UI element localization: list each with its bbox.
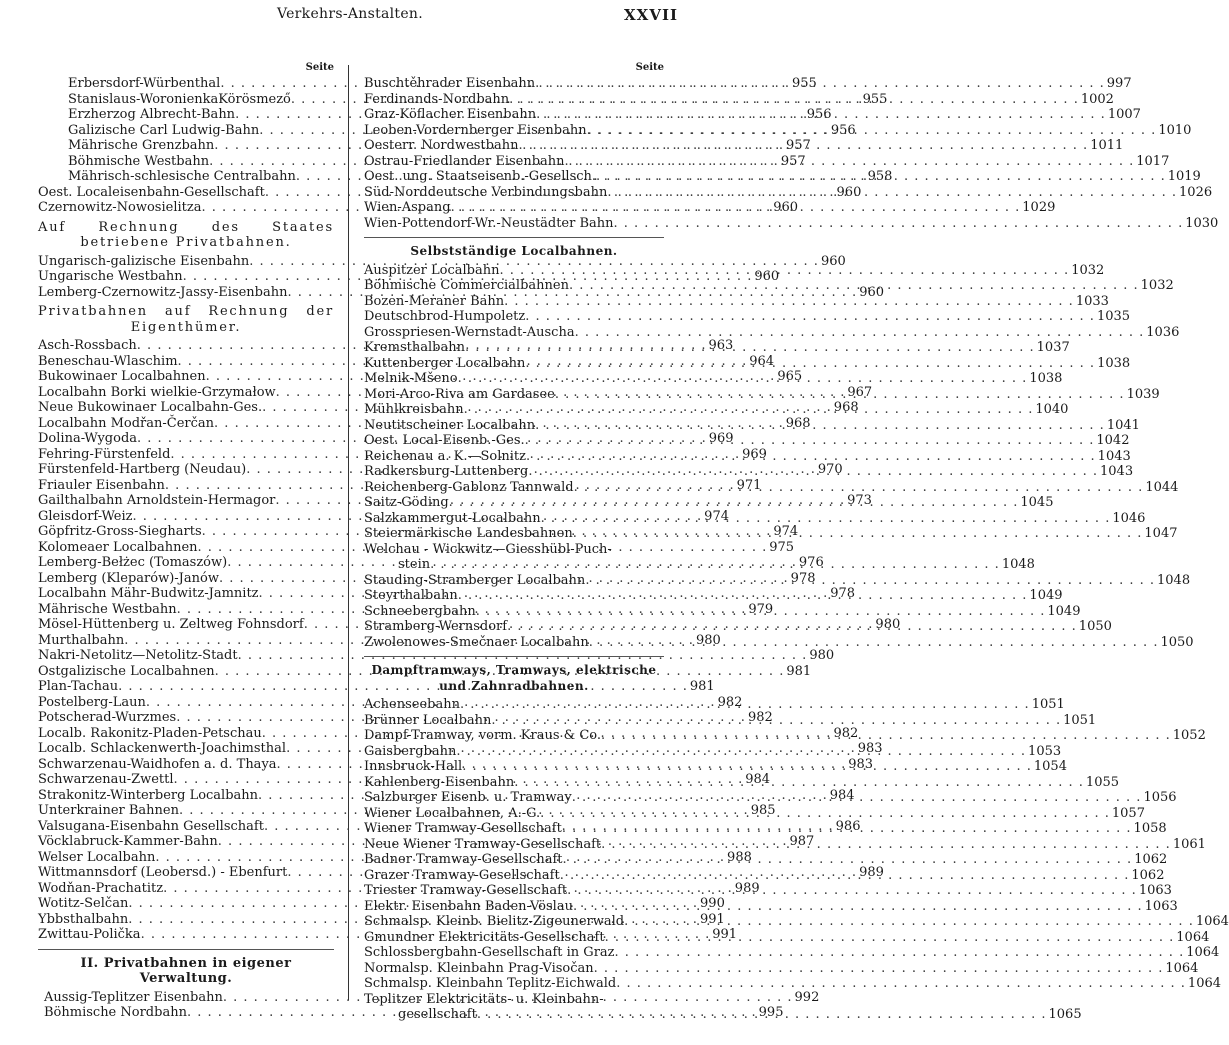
seite-label: Seite (305, 62, 334, 73)
entry-name: Erbersdorf-Würbenthal (68, 76, 221, 91)
entry-name: Valsugana-Eisenbahn Gesellschaft (38, 818, 264, 834)
entry-page: 1063 (1144, 898, 1178, 914)
entry-page: 991 (699, 911, 725, 927)
entry-page: 960 (773, 200, 799, 215)
entry-name: Potscherad-Wurzmes (38, 710, 177, 725)
entry-page: 960 (754, 269, 780, 284)
leader-dots (601, 725, 1171, 744)
leader-dots (528, 464, 1098, 480)
leader-dots (563, 849, 1133, 868)
entry-page: 1053 (1028, 743, 1062, 759)
entry-name: Czernowitz-Nowosielitza (38, 200, 202, 215)
page-number: XXVII (624, 6, 678, 24)
leader-dots (504, 294, 1074, 310)
entry-page: 997 (1106, 76, 1132, 91)
entry-name: Bozen-Meraner Bahn (364, 293, 505, 309)
leader-dots (491, 713, 1061, 729)
entry-page: 1010 (1158, 122, 1192, 138)
entry-page: 1040 (1035, 402, 1069, 417)
entry-page: 981 (689, 679, 715, 694)
entry-page: 958 (867, 169, 893, 184)
leader-dots (476, 601, 1046, 620)
entry-page: 1026 (1179, 184, 1213, 200)
entry-name: Kahlenberg-Eisenbahn (364, 774, 515, 790)
entry-name: Reichenau a. K.—Solnitz (364, 448, 526, 464)
entry-page: 975 (769, 539, 795, 555)
entry-page: 1007 (1107, 107, 1141, 122)
entry-name: Lemberg (Kleparów)-Janów (38, 570, 219, 586)
entry-name: Gleisdorf-Weiz (38, 508, 133, 524)
entry-page: 1032 (1071, 262, 1105, 278)
entry-name: Leoben-Vordernberger Eisenbahn (364, 122, 587, 138)
entry-page: 1064 (1186, 945, 1220, 960)
entry-page: 1055 (1085, 774, 1120, 790)
entry-page: 1062 (1134, 852, 1168, 867)
leader-dots (594, 961, 1164, 977)
leader-dots (518, 138, 1088, 154)
entry-page: 957 (786, 138, 811, 153)
entry-page: 979 (748, 601, 774, 617)
entry-page: 1019 (1167, 169, 1201, 184)
leader-dots (607, 185, 1177, 201)
entry-name: Reichenberg-Gablonz Tannwald (364, 479, 574, 495)
entry-page: 960 (836, 184, 862, 200)
leader-dots (514, 775, 1084, 791)
entry-name: Böhmische Nordbahn (44, 1005, 187, 1020)
entry-page: 1033 (1075, 293, 1109, 309)
section-heading: Privatbahnen auf Rechnung der Eigenthümer. (38, 304, 334, 335)
entry-name: Unterkrainer Bahnen (38, 803, 179, 818)
entry-name: Mori-Arco-Riva am Gardasee (364, 386, 555, 402)
entry-name: Murthalbahn (38, 632, 125, 648)
entry-name: Schmalsp. Kleinbahn Teplitz-Eichwald (364, 976, 617, 991)
entry-page: 1064 (1176, 929, 1210, 945)
entry-page: 989 (734, 880, 760, 896)
leader-dots (624, 911, 1194, 930)
entry-name: Erzherzog Albrecht-Bahn (68, 107, 236, 122)
entry-name: Wiener Localbahnen, A.-G. (364, 805, 541, 821)
entry-page: 1044 (1145, 479, 1179, 495)
entry-name: stein (398, 557, 431, 572)
entry-page: 1064 (1165, 960, 1199, 976)
entry-name: Böhmische Commercialbahnen (364, 278, 569, 293)
entry-page: 1064 (1195, 914, 1229, 929)
entry-name: Graz-Köflacher Eisenbahn (364, 107, 537, 122)
entry-page: 995 (758, 1005, 784, 1020)
leader-dots (541, 508, 1111, 527)
index-entry (364, 293, 1109, 310)
entry-page: 1046 (1112, 510, 1146, 526)
entry-page: 964 (749, 353, 775, 369)
entry-page: 973 (847, 493, 872, 508)
entry-name: Kuttenberger Localbahn (364, 355, 526, 371)
running-title: Verkehrs-Anstalten. (276, 6, 424, 22)
entry-name: Plan-Tachau (38, 679, 119, 694)
entry-name: Ungarische Westbahn (38, 269, 183, 284)
entry-name: Oest. Localeisenbahn-Gesellschaft (38, 184, 265, 200)
entry-page: 986 (835, 818, 861, 834)
entry-name: Localbahn Mähr-Budwitz-Jamnitz (38, 586, 259, 601)
entry-page: 1043 (1097, 448, 1131, 464)
index-entry (364, 215, 1219, 232)
leader-dots (462, 756, 1032, 775)
entry-page: 960 (820, 253, 846, 269)
entry-name: Saitz-Göding (364, 495, 449, 510)
entry-page: 1041 (1106, 417, 1140, 433)
leader-dots (585, 570, 1155, 589)
entry-page: 955 (862, 91, 888, 107)
entry-page: 982 (717, 694, 743, 710)
leader-dots (615, 945, 1185, 961)
entry-name: Kolomeaer Localbahnen (38, 539, 198, 555)
leader-dots (572, 787, 1142, 806)
entry-name: Gaisbergbahn (364, 743, 457, 759)
leader-dots (536, 107, 1106, 123)
entry-page: 978 (830, 586, 856, 601)
leader-dots (456, 744, 1026, 760)
entry-page: 1032 (1140, 278, 1174, 293)
entry-page: 982 (747, 710, 773, 725)
entry-page: 983 (857, 741, 883, 756)
index-entry (364, 542, 664, 558)
entry-name: Salzburger Eisenb. u. Tramway (364, 790, 572, 805)
leader-dots (525, 433, 1095, 449)
leader-dots (464, 402, 1034, 418)
leader-dots (560, 868, 1130, 884)
entry-name: Postelberg-Laun (38, 694, 146, 710)
section-heading: II. Privatbahnen in eigener Verwaltung. (38, 949, 334, 987)
entry-page: 1062 (1131, 867, 1165, 883)
leader-dots (449, 495, 1019, 511)
entry-name: Dampf-Tramway, vorm. Kraus & Co. (364, 728, 602, 743)
entry-name: Localbahn Borki wielkie-Grzymałow (38, 384, 276, 400)
entry-page: 1051 (1063, 712, 1097, 728)
leader-dots (540, 806, 1110, 822)
entry-page: 990 (700, 896, 725, 911)
entry-name: Kremsthalbahn (364, 340, 465, 355)
leader-dots (460, 694, 1030, 713)
entry-page: 957 (780, 153, 806, 169)
entry-name: Ybbsthalbahn (38, 911, 129, 927)
leader-dots (535, 415, 1105, 434)
leader-dots (573, 899, 1143, 915)
leader-dots (525, 353, 1095, 372)
entry-name: Fürstenfeld-Hartberg (Neudau) (38, 462, 247, 477)
entry-page: 976 (798, 555, 824, 570)
entry-name: Oest. Local-Eisenb.-Ges. (364, 433, 525, 448)
entry-page: 960 (859, 284, 885, 300)
entry-page: 1037 (1036, 340, 1070, 355)
section-heading: Selbstständige Localbahnen. (364, 237, 664, 260)
leader-dots (614, 216, 1184, 232)
entry-name: Schwarzenau-Zwettl (38, 772, 174, 787)
entry-page: 968 (785, 415, 811, 431)
entry-name: Beneschau-Wlaschim (38, 353, 178, 369)
entry-page: 991 (712, 927, 738, 942)
leader-dots (465, 340, 1035, 356)
entry-page: 1056 (1143, 790, 1177, 805)
entry-name: Schmalsp. Kleinb. Bielitz-Zigeunerwald (364, 914, 625, 929)
entry-name: Ferdinands-Nordbahn (364, 91, 510, 107)
entry-name: Lemberg-Bełżec (Tomaszów) (38, 555, 228, 570)
entry-name: Mährisch-schlesische Centralbahn (68, 169, 296, 184)
entry-name: Fehring-Fürstenfeld (38, 446, 171, 462)
entry-name: Neutitscheiner Localbahn (364, 417, 536, 433)
entry-name: Neue Bukowinaer Localbahn-Ges. (38, 400, 263, 415)
entry-name: Gmundner Elektricitäts-Gesellschaft (364, 929, 605, 945)
entry-name: Deutschbrod-Humpoletz (364, 309, 526, 324)
entry-page: 1057 (1111, 805, 1145, 821)
entry-name: Wodňan-Prachatitz (38, 880, 164, 896)
entry-page: 1048 (1001, 557, 1035, 572)
entry-page: 1052 (1172, 728, 1206, 743)
entry-name: Böhmische Westbahn (68, 153, 210, 169)
entry-page: 974 (704, 508, 729, 524)
entry-page: 968 (833, 400, 859, 415)
index-entry (38, 648, 835, 664)
index-entry (364, 992, 664, 1008)
index-entry (364, 309, 1131, 325)
entry-page: 955 (792, 76, 817, 91)
entry-name: Friauler Eisenbahn (38, 477, 165, 493)
entry-name: Elektr. Eisenbahn Baden-Vöslau (364, 898, 573, 914)
entry-name: Galizische Carl Ludwig-Bahn (68, 122, 260, 138)
entry-name: Welchau - Wickwitz—Giesshübl-Puch- (364, 541, 612, 557)
entry-page: 1035 (1096, 309, 1131, 324)
leader-dots (477, 1007, 1047, 1023)
entry-name: Vöcklabruck-Kammer-Bahn (38, 834, 218, 849)
entry-page: 967 (847, 384, 873, 400)
entry-name: Neue Wiener Tramway-Gesellschaft (364, 836, 602, 852)
entry-page: 1047 (1144, 526, 1178, 541)
entry-name: Nakri-Netolitz—Netolitz-Stadt (38, 648, 238, 663)
leader-dots (601, 837, 1171, 853)
entry-name: Wotitz-Selčan (38, 896, 129, 911)
leader-dots (605, 930, 1175, 946)
entry-name: Süd-Norddeutsche Verbindungsbahn (364, 184, 608, 200)
entry-page: 1002 (1080, 91, 1114, 107)
entry-page: 983 (848, 756, 874, 772)
entry-page: 992 (794, 989, 820, 1005)
entry-page: 1058 (1133, 821, 1167, 836)
entry-name: gesellschaft (398, 1007, 477, 1022)
entry-name: Gailthalbahn Arnoldstein-Hermagor (38, 493, 276, 508)
leader-dots (565, 154, 1135, 170)
entry-page: 987 (789, 834, 815, 849)
leader-dots (567, 880, 1137, 899)
entry-page: 1051 (1031, 697, 1065, 712)
entry-page: 980 (875, 617, 901, 632)
entry-page: 1042 (1096, 433, 1130, 448)
leader-dots (507, 619, 1077, 635)
entry-page: 970 (817, 462, 843, 477)
entry-name: Stauding-Stramberger Localbahn (364, 572, 586, 588)
entry-name: Dolina-Wygoda (38, 431, 138, 446)
entry-page: 1065 (1048, 1007, 1082, 1022)
entry-page: 978 (790, 570, 816, 586)
entry-name: Zwolenowes-Smečnaer Localbahn (364, 634, 589, 650)
entry-page: 1043 (1100, 464, 1134, 479)
entry-name: Oest. ung. Staatseisenb.-Gesellsch. (364, 169, 597, 184)
entry-name: Mährische Grenzbahn (68, 138, 215, 153)
entry-name: Grosspriesen-Wernstadt-Auscha (364, 324, 575, 340)
entry-page: 984 (829, 787, 855, 803)
entry-name: Teplitzer Elektricitäts- u. Kleinbahn- (364, 991, 604, 1007)
leader-dots (525, 309, 1095, 325)
entry-name: Schneebergbahn (364, 603, 476, 619)
entry-name: Localb. Schlackenwerth-Joachimsthal (38, 741, 287, 756)
index-entry (364, 976, 1222, 992)
leader-dots (451, 200, 1021, 216)
entry-name: Bukowinaer Localbahnen (38, 369, 206, 384)
entry-page: 969 (742, 446, 767, 462)
leader-dots (573, 526, 1143, 542)
page-header (0, 6, 700, 32)
entry-page: 981 (786, 663, 812, 679)
section-heading: Dampftramways, Tramways, elektrische und Zahnradbahnen. (364, 656, 664, 694)
entry-name: Buschtěhrader Eisenbahn (364, 76, 536, 91)
entry-name: Badner Tramway-Gesellschaft (364, 852, 563, 867)
entry-name: Wien-Aspang (364, 200, 451, 215)
leader-dots (509, 92, 1079, 108)
leader-dots (569, 278, 1139, 294)
entry-name: Mühlkreisbahn (364, 402, 464, 417)
entry-page: 1038 (1029, 371, 1063, 386)
entry-page: 1039 (1126, 386, 1160, 402)
entry-name: Welser Localbahn (38, 849, 156, 865)
entry-name: Normalsp. Kleinbahn Prag-Visočan (364, 960, 594, 976)
entry-name: Ostrau-Friedlander Eisenbahn (364, 153, 565, 169)
entry-page: 956 (830, 122, 856, 138)
index-entry (364, 324, 1180, 341)
entry-name: Auspitzer Localbahn (364, 262, 500, 278)
index-entry (364, 960, 1199, 977)
leader-dots (500, 263, 1070, 279)
entry-name: Salzkammergut-Localbahn (364, 510, 541, 526)
entry-name: Stanislaus-WoronienkaKörösmező (68, 91, 291, 107)
entry-page: 956 (806, 107, 832, 122)
leader-dots (574, 477, 1144, 496)
entry-name: Achenseebahn (364, 697, 460, 712)
entry-page: 1045 (1020, 495, 1054, 510)
entry-page: 974 (773, 524, 799, 539)
entry-page: 984 (745, 772, 771, 787)
entry-page: 1064 (1187, 976, 1222, 991)
entry-page: 971 (736, 477, 762, 493)
entry-page: 988 (727, 849, 752, 865)
index-entry (38, 679, 715, 695)
entry-page: 1050 (1078, 619, 1112, 634)
leader-dots (587, 123, 1157, 139)
entry-page: 1050 (1160, 634, 1194, 650)
leader-dots (535, 76, 1105, 92)
leader-dots (562, 818, 1132, 837)
entry-page: 1048 (1157, 572, 1191, 588)
entry-name: Strakonitz-Winterberg Localbahn (38, 787, 259, 803)
entry-page: 969 (708, 431, 734, 446)
entry-page: 1030 (1185, 215, 1219, 231)
entry-name: Wiener Tramway-Gesellschaft (364, 821, 562, 836)
entry-name: Mösel-Hüttenberg u. Zeltweg Fohnsdorf (38, 617, 304, 632)
entry-name: Mährische Westbahn (38, 601, 177, 617)
entry-name: Schlossbergbahn-Gesellschaft in Graz (364, 945, 615, 960)
index-entry (364, 945, 1220, 961)
entry-name: Grazer Tramway-Gesellschaft (364, 867, 560, 883)
entry-name: Stramberg-Wernsdorf (364, 619, 508, 634)
entry-page: 985 (750, 803, 776, 818)
leader-dots (596, 169, 1166, 185)
entry-page: 1049 (1029, 588, 1063, 603)
entry-page: 1061 (1172, 836, 1206, 852)
entry-page: 989 (859, 865, 884, 880)
entry-name: Asch-Rossbach (38, 338, 137, 353)
entry-name: Steiermärkische Landesbahnen (364, 526, 573, 541)
entry-name: Radkersburg-Luttenberg (364, 464, 529, 479)
entry-page: 963 (708, 338, 734, 353)
leader-dots (616, 976, 1186, 992)
leader-dots (526, 446, 1096, 465)
entry-page: 1029 (1022, 200, 1056, 215)
leader-dots (458, 588, 1028, 604)
leader-dots (589, 632, 1159, 651)
entry-name: Zwittau-Polička (38, 927, 141, 942)
entry-page: 1054 (1033, 759, 1067, 774)
entry-name: Melnik-Mšeno (364, 371, 458, 386)
seite-label: Seite (635, 62, 664, 73)
leader-dots (430, 557, 1000, 573)
section-heading: Auf Rechnung des Staates betriebene Privatbahnen. (38, 219, 334, 250)
entry-name: Wittmannsdorf (Leobersd.) - Ebenfurt (38, 865, 288, 880)
entry-name: Aussig-Teplitzer Eisenbahn (44, 989, 223, 1005)
entry-name: Brünner Localbahn (364, 712, 492, 728)
entry-name: Schwarzenau-Waidhofen a. d. Thaya (38, 756, 277, 772)
entry-page: 982 (833, 725, 859, 741)
entry-name: Steyrthalbahn (364, 588, 458, 603)
entry-name: Localbahn Modřan-Čerčan (38, 415, 215, 431)
entry-page: 1036 (1146, 324, 1180, 340)
leader-dots (458, 371, 1028, 387)
leader-dots (575, 325, 1145, 341)
entry-page: 1063 (1138, 883, 1172, 898)
entry-page: 965 (777, 369, 803, 384)
entry-page: 980 (809, 648, 835, 663)
entry-name: Localb. Rakonitz-Pladen-Petschau (38, 725, 262, 741)
entry-name: Ungarisch-galizische Eisenbahn (38, 253, 250, 269)
entry-name: Wien-Pottendorf-Wr.-Neustädter Bahn (364, 215, 614, 231)
entry-name: Triester Tramway-Gesellschaft (364, 883, 568, 898)
entry-page: 980 (695, 632, 721, 648)
entry-page: 1017 (1136, 153, 1170, 169)
entry-name: Innsbruck-Hall (364, 759, 463, 774)
entry-name: Ostgalizische Localbahnen (38, 663, 215, 679)
leader-dots (555, 384, 1125, 403)
entry-name: Göpfritz-Gross-Siegharts (38, 524, 202, 539)
entry-name: Oesterr. Nordwestbahn (364, 138, 519, 153)
entry-name: Lemberg-Czernowitz-Jassy-Eisenbahn (38, 284, 288, 300)
entry-page: 1011 (1090, 138, 1124, 153)
entry-page: 1049 (1047, 603, 1081, 619)
entry-page: 1038 (1097, 355, 1131, 371)
